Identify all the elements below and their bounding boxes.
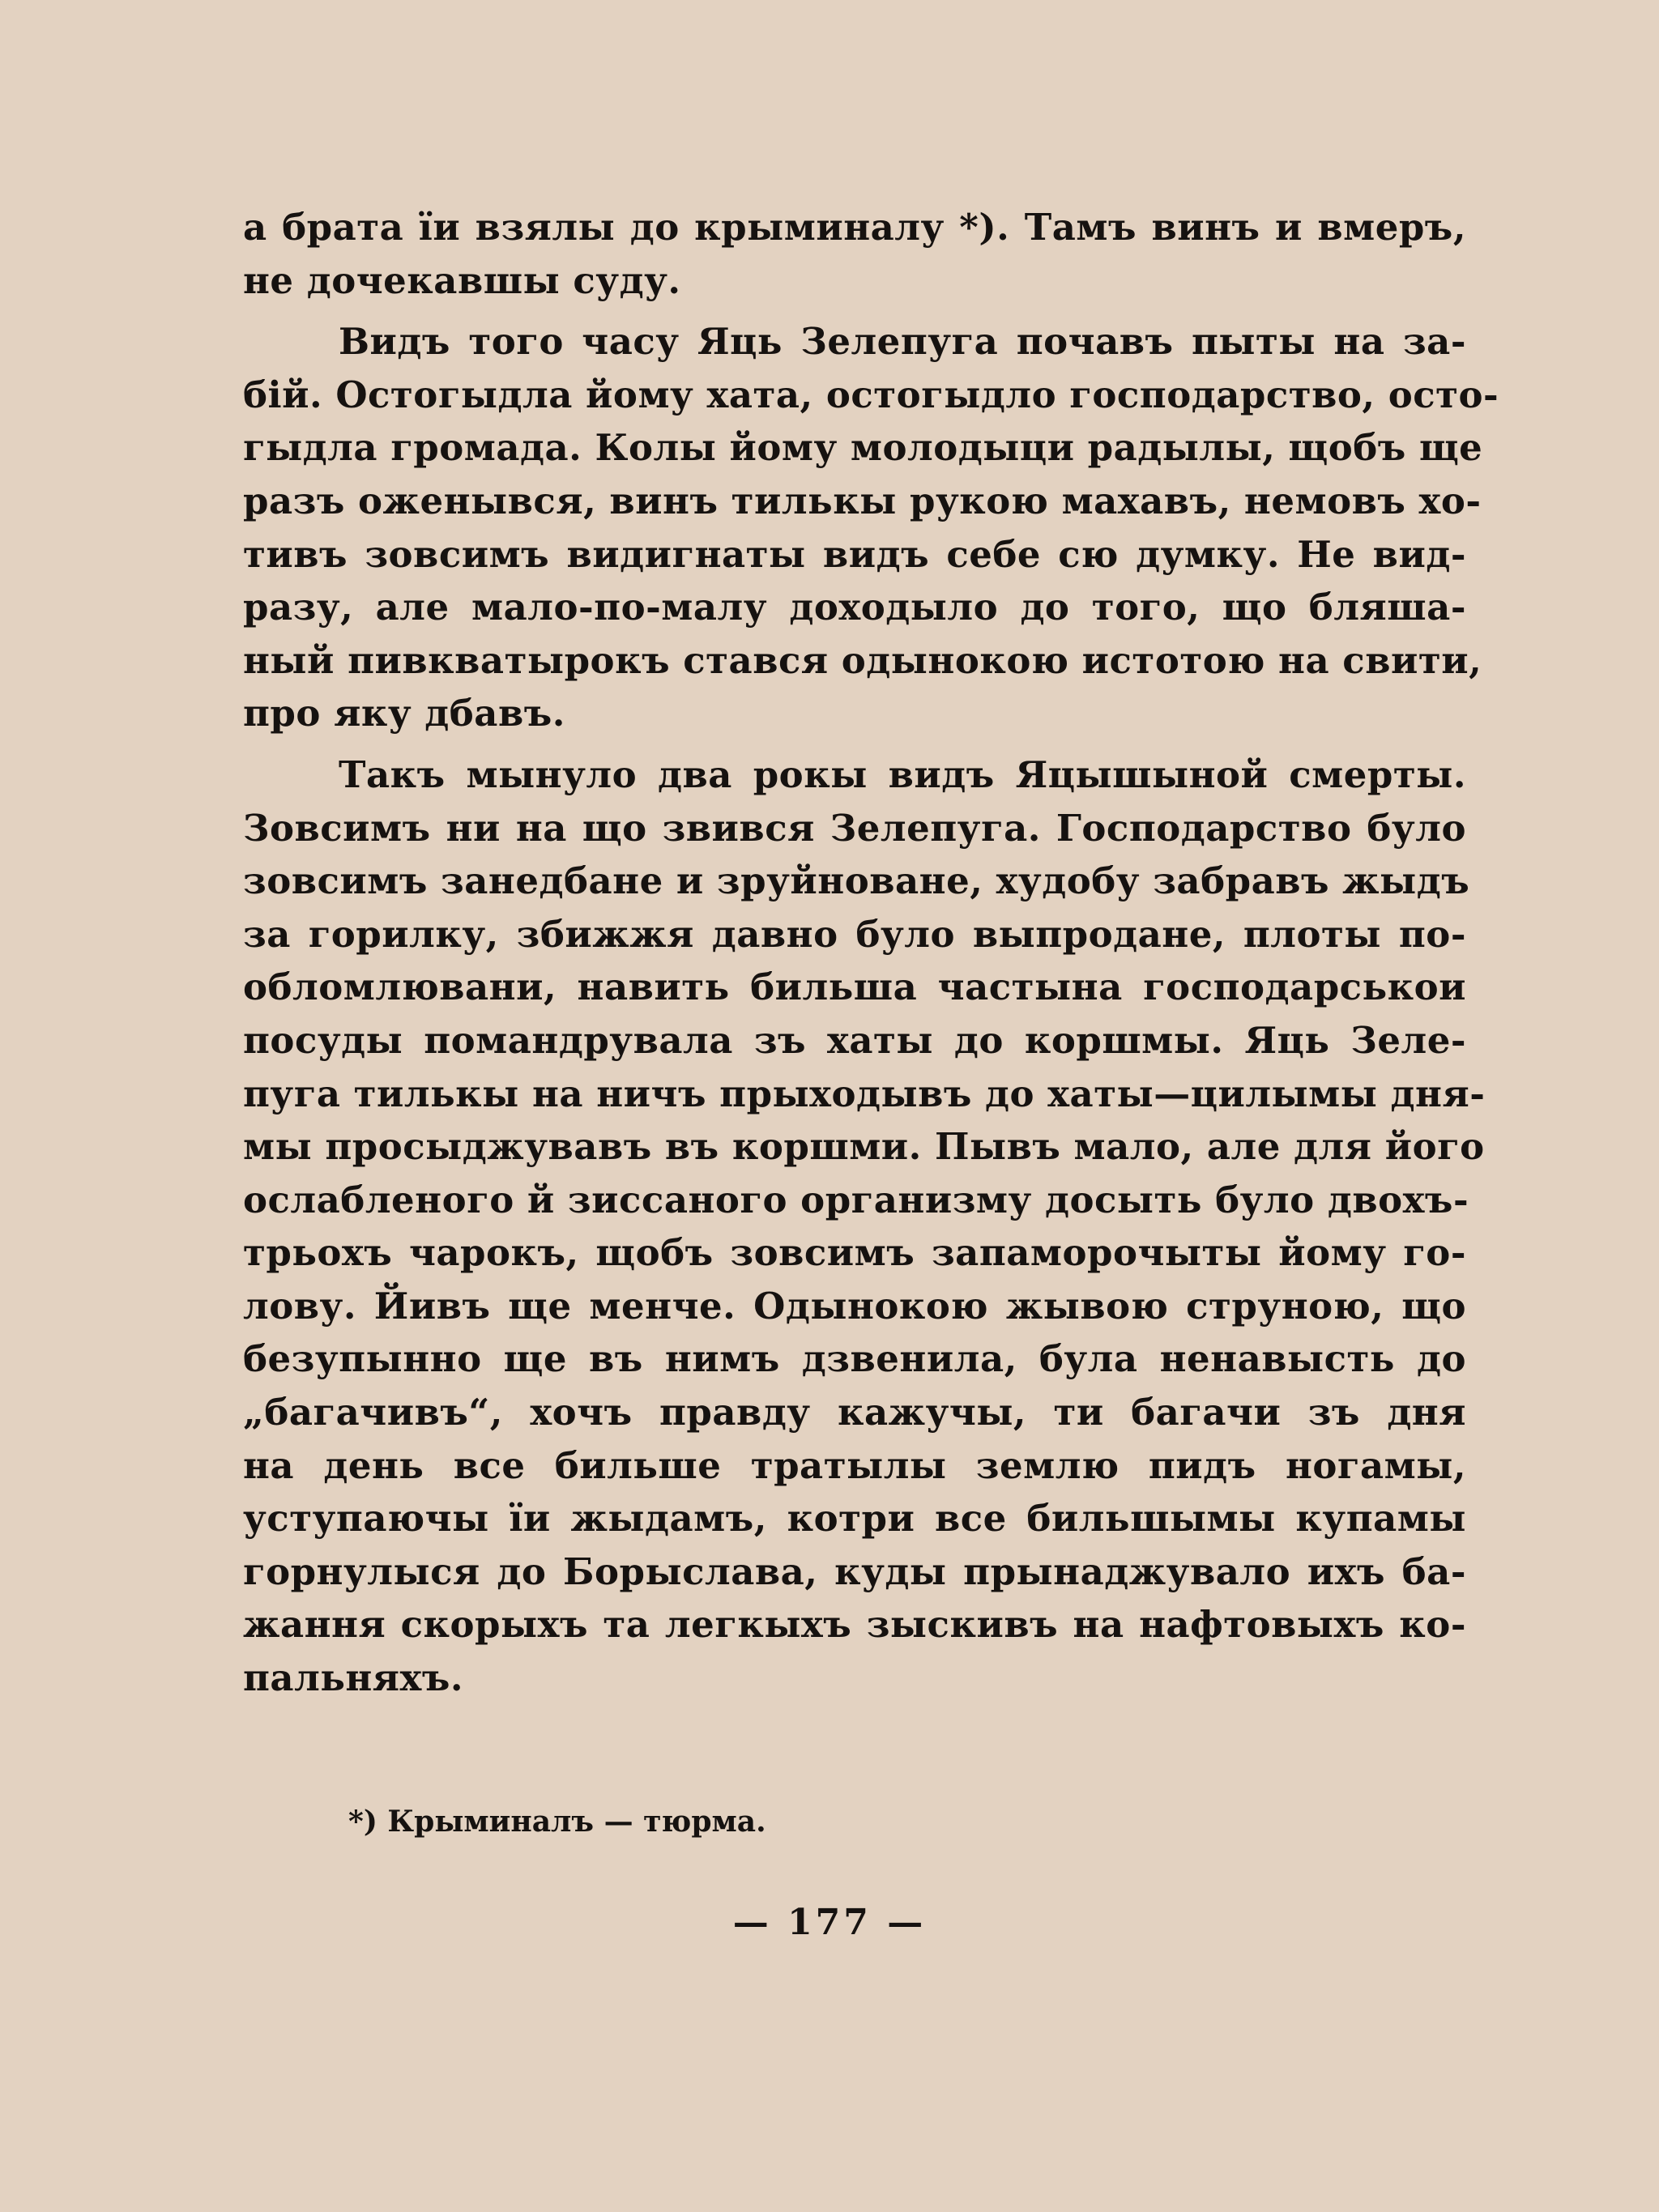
text-line: лову. Йивъ ще менче. Одынокою жывою струною, що	[243, 1284, 1466, 1328]
text-line: Такъ мынуло два рокы видъ Яцышыной смерты.	[339, 752, 1466, 796]
text-line: горнулыся до Борыслава, куды прынаджувало ихъ ба-	[243, 1549, 1466, 1593]
text-line: безупынно ще въ нимъ дзвенила, була ненавысть до	[243, 1337, 1466, 1381]
text-line: тивъ зовсимъ видигнаты видъ себе сю думку. Не вид-	[243, 532, 1466, 576]
text-line: разъ оженывся, винъ тилькы рукою махавъ, немовъ хо-	[243, 479, 1482, 522]
text-line: пальняхъ.	[243, 1656, 464, 1700]
text-line: обломлювани, навить бильша частына господарськои	[243, 965, 1466, 1009]
text-line: ный пивкватырокъ стався одынокою истотою на свити,	[243, 638, 1482, 682]
text-line: жання скорыхъ та легкыхъ зыскивъ на нафтовыхъ ко-	[243, 1603, 1466, 1647]
text-line: „багачивъ“, хочъ правду кажучы, ти багачи зъ дня	[243, 1391, 1466, 1434]
text-line: бій. Остогыдла йому хата, остогыдло господарство, осто-	[243, 373, 1499, 416]
text-line: не дочекавшы суду.	[243, 258, 681, 302]
text-line: на день все бильше тратылы землю пидъ ногамы,	[243, 1443, 1466, 1487]
text-line: зовсимъ занедбане и зруйноване, худобу забравъ жыдъ	[243, 859, 1470, 903]
text-line: а брата їи взялы до крыминалу *). Тамъ винъ и вмеръ,	[243, 206, 1466, 249]
text-line: Видъ того часу Яць Зелепуга почавъ пыты на за-	[339, 320, 1466, 364]
paragraph	[243, 748, 1486, 1705]
text-line: трьохъ чарокъ, щобъ зовсимъ запаморочыты йому го-	[243, 1231, 1466, 1275]
text-line: мы просыджувавъ въ коршми. Пывъ мало, але для його	[243, 1125, 1485, 1169]
text-line: Зовсимъ ни на що звився Зелепуга. Господарство було	[243, 806, 1466, 850]
text-line: пуга тилькы на ничъ прыходывъ до хаты—цилымы дня-	[243, 1072, 1486, 1115]
text-line: посуды помандрувала зъ хаты до коршмы. Яць Зеле-	[243, 1018, 1466, 1062]
paragraph	[243, 315, 1499, 740]
page-number: — 177 —	[732, 1902, 927, 1943]
page-text	[243, 201, 1499, 1705]
text-line: гыдла громада. Колы йому молодыци радылы, щобъ ще	[243, 426, 1483, 470]
text-line: про яку дбавъ.	[243, 692, 565, 735]
text-line: ослабленого й зиссаного организму досыть було двохъ-	[243, 1178, 1469, 1221]
footnote: *) Крыминалъ — тюрма.	[348, 1805, 766, 1839]
text-line: разу, але мало-по-малу доходыло до того, що бляша-	[243, 586, 1466, 629]
text-line: за горилку, збижжя давно було выпродане, плоты по-	[243, 912, 1466, 956]
text-line: уступаючы їи жыдамъ, котри все бильшымы купамы	[243, 1497, 1466, 1541]
paragraph	[243, 201, 1466, 307]
